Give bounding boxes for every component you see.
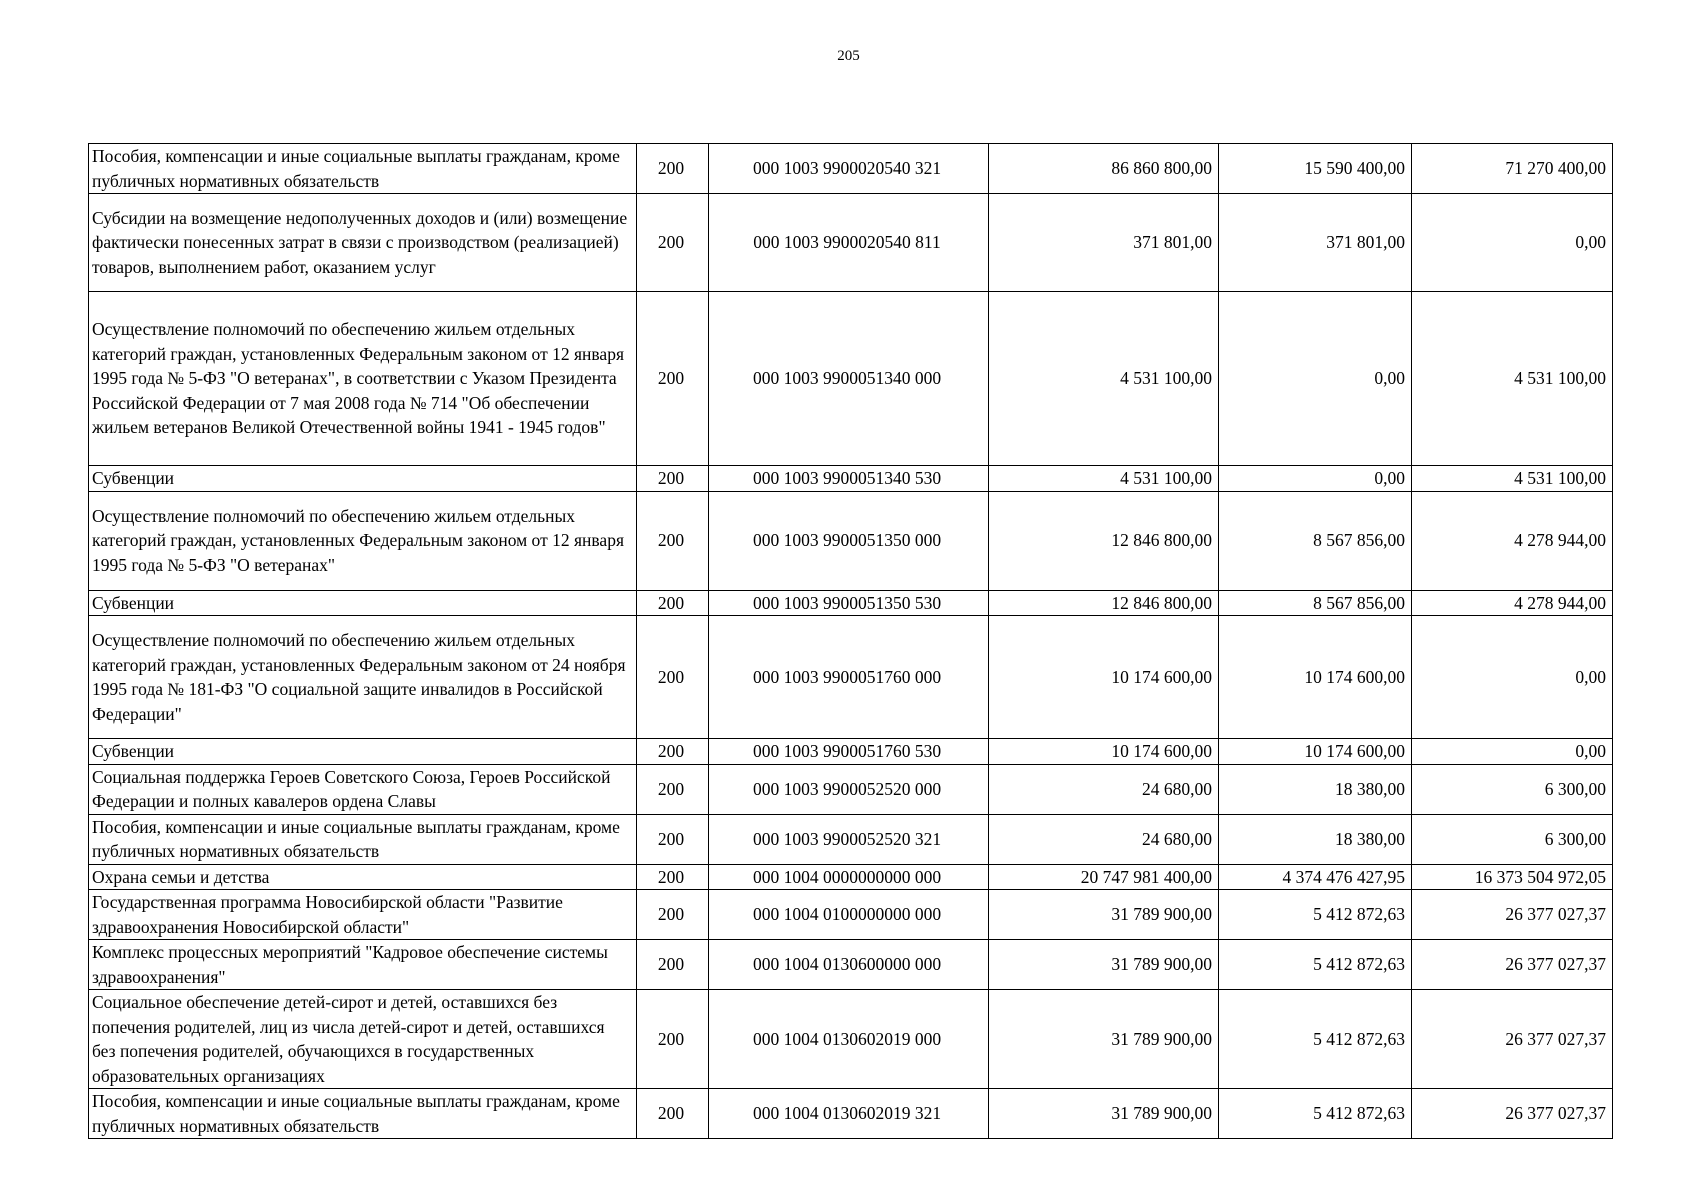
row-approved-cell: 12 846 800,00 [989,590,1219,616]
row-kbk-cell: 000 1004 0130602019 000 [709,990,989,1089]
row-code-cell: 200 [637,491,709,590]
row-approved-cell: 10 174 600,00 [989,739,1219,765]
row-kbk-cell: 000 1003 9900051760 530 [709,739,989,765]
table-row [89,814,1613,864]
table-row [89,590,1613,616]
row-unexecuted-cell: 6 300,00 [1412,764,1613,814]
row-unexecuted-cell: 4 531 100,00 [1412,466,1613,492]
table-row [89,739,1613,765]
row-name-cell: Осуществление полномочий по обеспечению жильем отдельных категорий граждан, установленных Федеральным законом от 12 января 1995 года № 5-ФЗ "О ветеранах" [89,491,637,590]
table-row [89,491,1613,590]
row-kbk-cell: 000 1003 9900051350 530 [709,590,989,616]
row-approved-cell: 86 860 800,00 [989,144,1219,194]
row-unexecuted-cell: 0,00 [1412,194,1613,292]
row-approved-cell: 10 174 600,00 [989,616,1219,739]
page-number: 205 [837,48,860,64]
row-approved-cell: 4 531 100,00 [989,292,1219,466]
table-row [89,1089,1613,1139]
row-unexecuted-cell: 26 377 027,37 [1412,1089,1613,1139]
table-row [89,292,1613,466]
row-approved-cell: 24 680,00 [989,814,1219,864]
row-approved-cell: 31 789 900,00 [989,1089,1219,1139]
row-executed-cell: 5 412 872,63 [1219,940,1412,990]
table-row [89,764,1613,814]
row-executed-cell: 0,00 [1219,292,1412,466]
row-code-cell: 200 [637,764,709,814]
row-code-cell: 200 [637,616,709,739]
row-name-cell: Социальное обеспечение детей-сирот и детей, оставшихся без попечения родителей, лиц из числа детей-сирот и детей, оставшихся без попечения родителей, обучающихся в государственных образовательных организациях [89,990,637,1089]
row-executed-cell: 0,00 [1219,466,1412,492]
row-executed-cell: 10 174 600,00 [1219,616,1412,739]
row-approved-cell: 31 789 900,00 [989,990,1219,1089]
row-code-cell: 200 [637,864,709,890]
row-unexecuted-cell: 26 377 027,37 [1412,890,1613,940]
table-row [89,890,1613,940]
row-unexecuted-cell: 71 270 400,00 [1412,144,1613,194]
row-name-cell: Пособия, компенсации и иные социальные выплаты гражданам, кроме публичных нормативных обязательств [89,144,637,194]
row-executed-cell: 5 412 872,63 [1219,890,1412,940]
row-executed-cell: 371 801,00 [1219,194,1412,292]
budget-table [88,143,1613,1139]
row-kbk-cell: 000 1003 9900052520 321 [709,814,989,864]
row-kbk-cell: 000 1003 9900051340 530 [709,466,989,492]
row-unexecuted-cell: 0,00 [1412,616,1613,739]
row-code-cell: 200 [637,144,709,194]
row-approved-cell: 4 531 100,00 [989,466,1219,492]
row-unexecuted-cell: 26 377 027,37 [1412,990,1613,1089]
row-executed-cell: 10 174 600,00 [1219,739,1412,765]
row-code-cell: 200 [637,292,709,466]
row-approved-cell: 24 680,00 [989,764,1219,814]
row-code-cell: 200 [637,194,709,292]
row-kbk-cell: 000 1003 9900051760 000 [709,616,989,739]
table-row [89,144,1613,194]
row-kbk-cell: 000 1003 9900051350 000 [709,491,989,590]
row-executed-cell: 15 590 400,00 [1219,144,1412,194]
row-unexecuted-cell: 4 531 100,00 [1412,292,1613,466]
row-unexecuted-cell: 0,00 [1412,739,1613,765]
table-row [89,194,1613,292]
row-approved-cell: 20 747 981 400,00 [989,864,1219,890]
budget-table-body [89,144,1613,1139]
table-row [89,940,1613,990]
row-name-cell: Охрана семьи и детства [89,864,637,890]
row-name-cell: Осуществление полномочий по обеспечению жильем отдельных категорий граждан, установленных Федеральным законом от 24 ноября 1995 года № 181-ФЗ "О социальной защите инвалидов в Российской Федерации" [89,616,637,739]
row-name-cell: Субвенции [89,466,637,492]
table-row [89,616,1613,739]
row-approved-cell: 31 789 900,00 [989,890,1219,940]
row-executed-cell: 5 412 872,63 [1219,1089,1412,1139]
row-code-cell: 200 [637,940,709,990]
row-kbk-cell: 000 1004 0000000000 000 [709,864,989,890]
table-row [89,466,1613,492]
row-name-cell: Государственная программа Новосибирской области "Развитие здравоохранения Новосибирской области" [89,890,637,940]
row-approved-cell: 31 789 900,00 [989,940,1219,990]
row-approved-cell: 371 801,00 [989,194,1219,292]
row-kbk-cell: 000 1003 9900020540 811 [709,194,989,292]
row-kbk-cell: 000 1003 9900020540 321 [709,144,989,194]
row-executed-cell: 4 374 476 427,95 [1219,864,1412,890]
row-name-cell: Осуществление полномочий по обеспечению жильем отдельных категорий граждан, установленных Федеральным законом от 12 января 1995 года № 5-ФЗ "О ветеранах", в соответствии с Указом Президента Российской Федерации от 7 мая 2008 года № 714 "Об обеспечении жильем ветеранов Великой Отечественной войны 1941 - 1945 годов" [89,292,637,466]
row-name-cell: Комплекс процессных мероприятий "Кадровое обеспечение системы здравоохранения" [89,940,637,990]
row-code-cell: 200 [637,590,709,616]
row-code-cell: 200 [637,890,709,940]
row-name-cell: Субсидии на возмещение недополученных доходов и (или) возмещение фактически понесенных затрат в связи с производством (реализацией) товаров, выполнением работ, оказанием услуг [89,194,637,292]
row-unexecuted-cell: 6 300,00 [1412,814,1613,864]
table-row [89,864,1613,890]
row-approved-cell: 12 846 800,00 [989,491,1219,590]
row-unexecuted-cell: 16 373 504 972,05 [1412,864,1613,890]
row-name-cell: Субвенции [89,590,637,616]
row-name-cell: Субвенции [89,739,637,765]
row-kbk-cell: 000 1004 0130600000 000 [709,940,989,990]
row-executed-cell: 18 380,00 [1219,764,1412,814]
row-executed-cell: 8 567 856,00 [1219,491,1412,590]
row-kbk-cell: 000 1004 0130602019 321 [709,1089,989,1139]
row-name-cell: Пособия, компенсации и иные социальные выплаты гражданам, кроме публичных нормативных обязательств [89,814,637,864]
row-name-cell: Социальная поддержка Героев Советского Союза, Героев Российской Федерации и полных кавалеров ордена Славы [89,764,637,814]
row-code-cell: 200 [637,814,709,864]
row-code-cell: 200 [637,466,709,492]
row-unexecuted-cell: 4 278 944,00 [1412,491,1613,590]
row-kbk-cell: 000 1004 0100000000 000 [709,890,989,940]
row-unexecuted-cell: 26 377 027,37 [1412,940,1613,990]
row-code-cell: 200 [637,739,709,765]
row-kbk-cell: 000 1003 9900051340 000 [709,292,989,466]
row-kbk-cell: 000 1003 9900052520 000 [709,764,989,814]
row-executed-cell: 8 567 856,00 [1219,590,1412,616]
table-row [89,990,1613,1089]
row-name-cell: Пособия, компенсации и иные социальные выплаты гражданам, кроме публичных нормативных обязательств [89,1089,637,1139]
row-executed-cell: 5 412 872,63 [1219,990,1412,1089]
row-code-cell: 200 [637,1089,709,1139]
row-executed-cell: 18 380,00 [1219,814,1412,864]
row-unexecuted-cell: 4 278 944,00 [1412,590,1613,616]
row-code-cell: 200 [637,990,709,1089]
